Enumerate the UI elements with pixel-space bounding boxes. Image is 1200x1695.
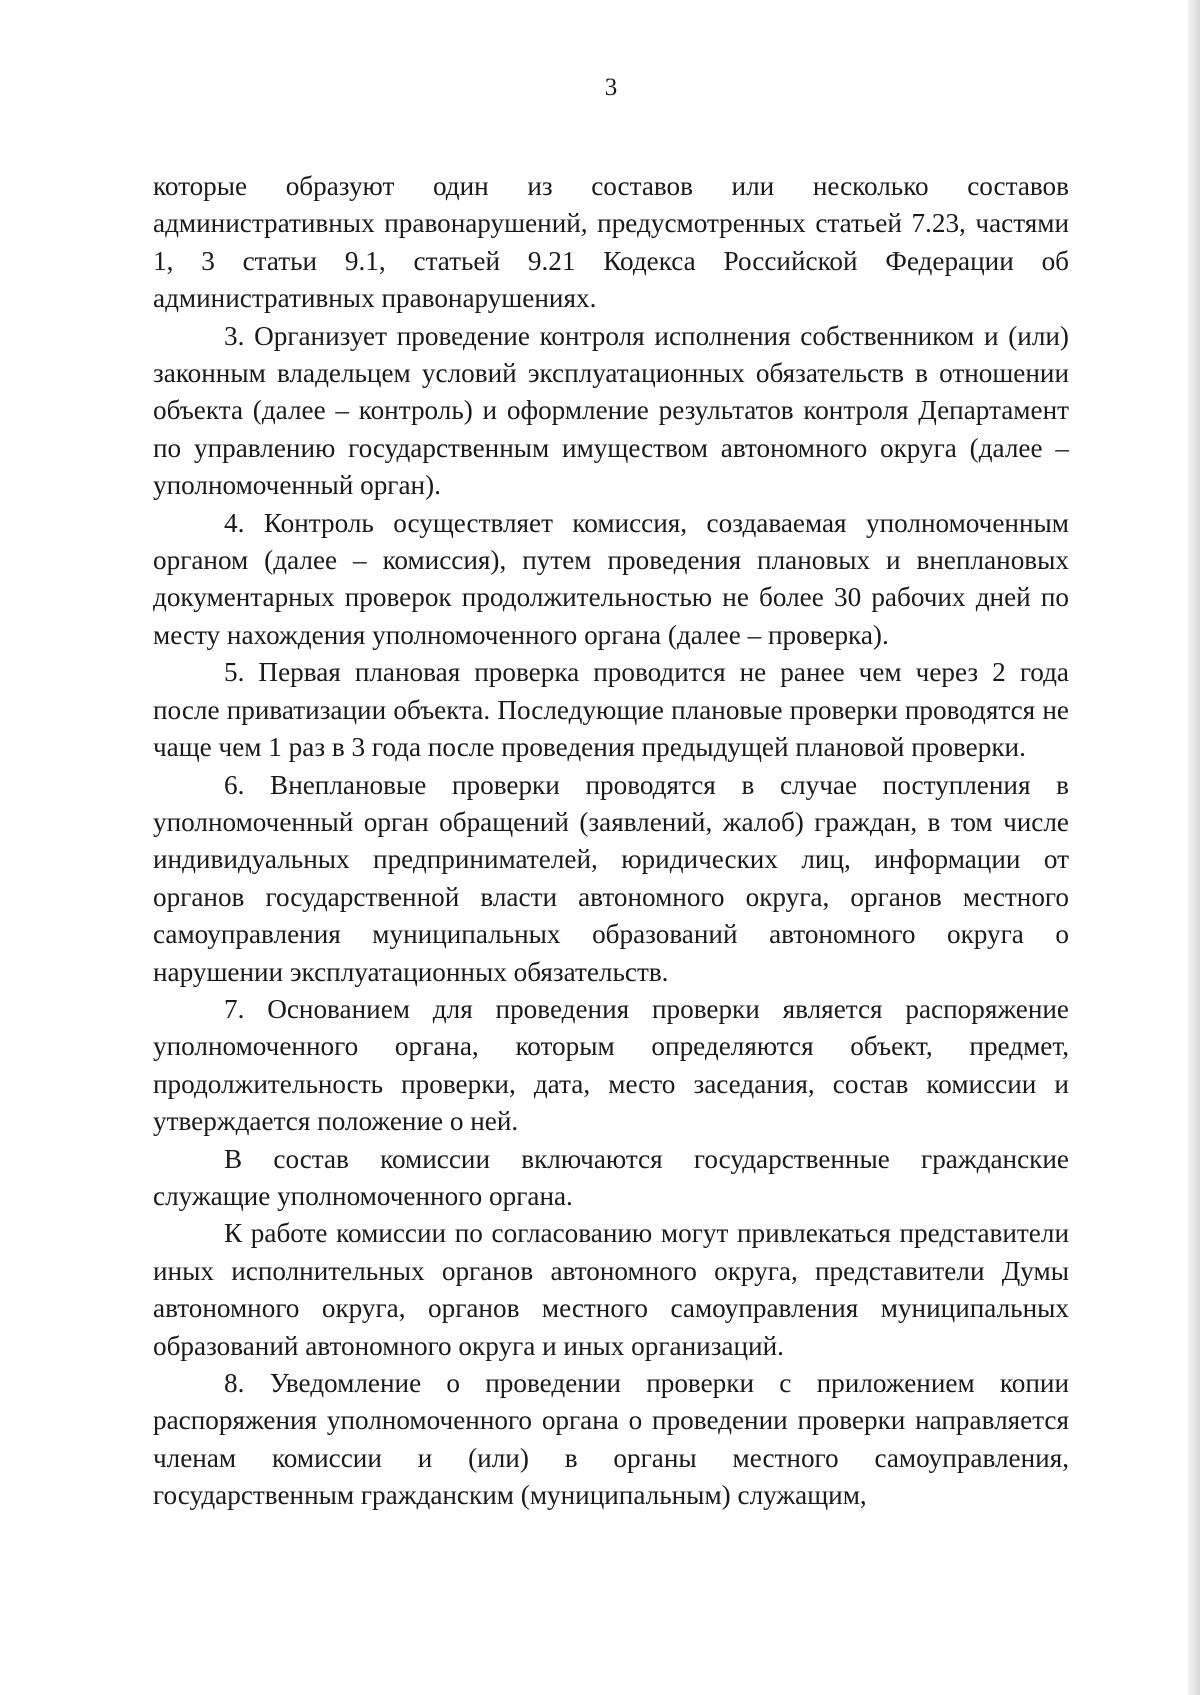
- paragraph-7-commission-participants: К работе комиссии по согласованию могут привлекаться представители иных исполнительных органов автономного округа, представители Думы автономного округа, органов местного самоуправления муниципальных образований автономного округа и иных организаций.: [153, 1218, 1069, 1361]
- paragraph-7-commission-composition: В состав комиссии включаются государственные гражданские служащие уполномоченного органа.: [153, 1143, 1069, 1211]
- page-edge-shadow: [1188, 0, 1200, 1695]
- paragraph-4: 4. Контроль осуществляет комиссия, создаваемая уполномоченным органом (далее – комиссия), путем проведения плановых и внеплановых документарных проверок продолжительностью не более 30 рабочих дней по месту нахождения уполномоченного органа (далее – проверка).: [153, 507, 1069, 650]
- page-number: 3: [604, 74, 618, 101]
- paragraph-3: 3. Организует проведение контроля исполнения собственником и (или) законным владельцем условий эксплуатационных обязательств в отношении объекта (далее – контроль) и оформление результатов контроля Департамент по управлению государственным имуществом автономного округа (далее – уполномоченный орган).: [153, 320, 1069, 501]
- paragraph-5: 5. Первая плановая проверка проводится не ранее чем через 2 года после приватизации объекта. Последующие плановые проверки проводятся не чаще чем 1 раз в 3 года после проведения предыдущей плановой проверки.: [153, 657, 1069, 763]
- paragraph-7: 7. Основанием для проведения проверки является распоряжение уполномоченного органа, которым определяются объект, предмет, продолжительность проверки, дата, место заседания, состав комиссии и утверждается положение о ней.: [153, 993, 1069, 1137]
- paragraph-6: 6. Внеплановые проверки проводятся в случае поступления в уполномоченный орган обращений (заявлений, жалоб) граждан, в том числе индивидуальных предпринимателей, юридических лиц, информации от органов государственной власти автономного округа, органов местного самоуправления муниципальных образований автономного округа о нарушении эксплуатационных обязательств.: [153, 769, 1069, 987]
- paragraph-continuation: которые образуют один из составов или несколько составов административных правонарушений, предусмотренных статьей 7.23, частями 1, 3 статьи 9.1, статьей 9.21 Кодекса Российской Федерации об административных правонарушениях.: [153, 171, 1069, 314]
- paragraph-8: 8. Уведомление о проведении проверки с приложением копии распоряжения уполномоченного органа о проведении проверки направляется членам комиссии и (или) в органы местного самоуправления, государственным гражданским (муниципальным) служащим,: [153, 1368, 1069, 1511]
- document-body: [153, 168, 1069, 1515]
